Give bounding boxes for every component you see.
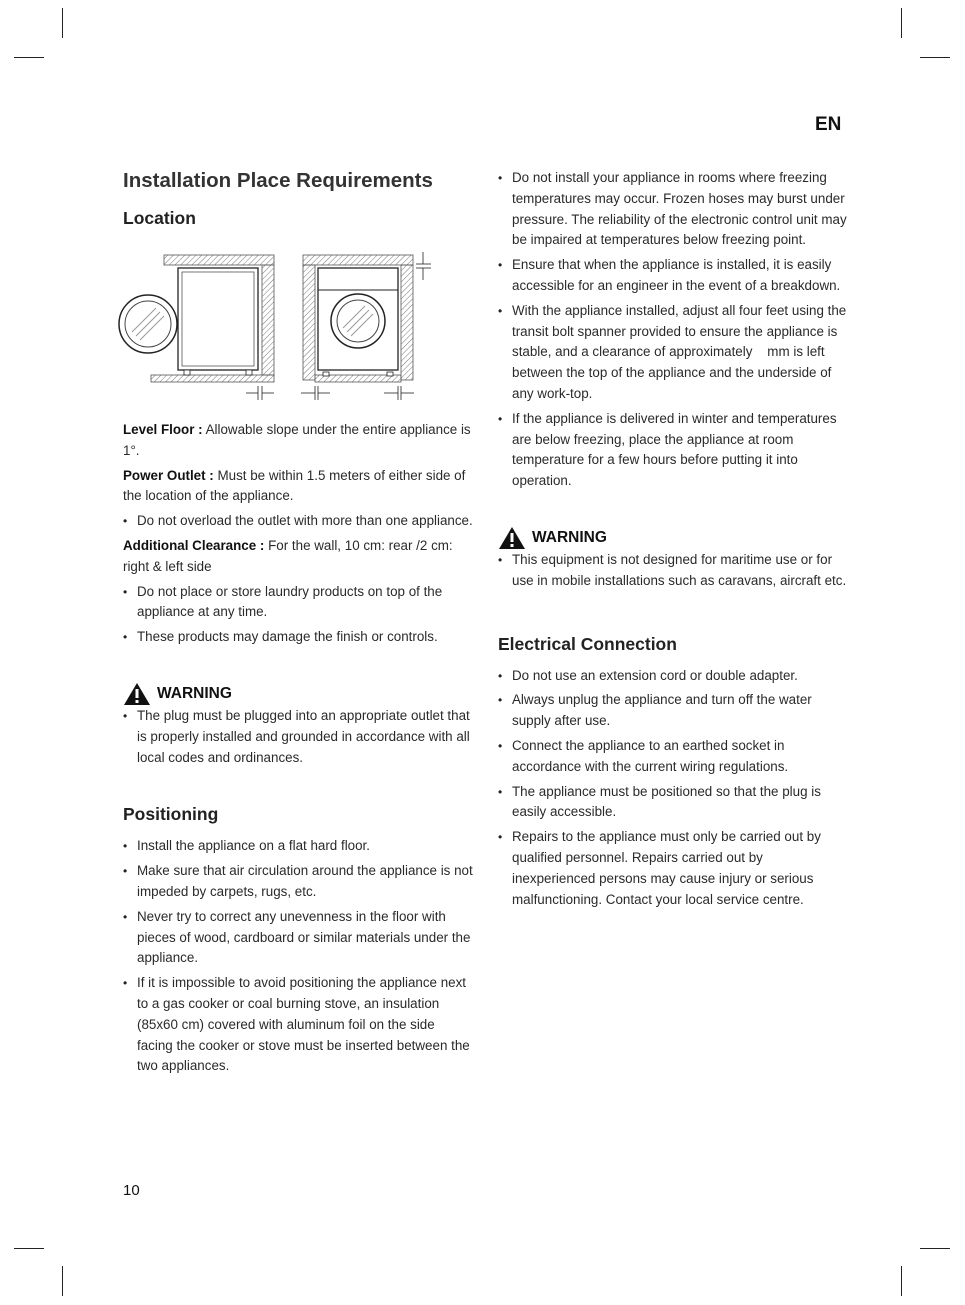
power-outlet-label: Power Outlet : — [123, 467, 214, 483]
location-heading: Location — [123, 208, 196, 228]
additional-clearance-text: For the wall, 10 cm: rear /2 cm: right & left side — [123, 537, 453, 574]
crop-mark — [62, 1266, 63, 1296]
crop-mark — [920, 1248, 950, 1249]
language-code: EN — [815, 114, 842, 135]
list-item: • Never try to correct any unevenness in the floor with pieces of wood, cardboard or similar materials under the appliance. — [123, 907, 473, 969]
warning-list — [123, 706, 473, 768]
right-column — [498, 168, 848, 914]
level-floor-paragraph — [123, 420, 473, 462]
warning-title — [498, 526, 848, 550]
electrical-list — [498, 666, 848, 911]
list-item: • Do not place or store laundry products on top of the appliance at any time. — [123, 582, 473, 624]
positioning-list — [123, 836, 473, 1077]
crop-mark — [62, 8, 63, 38]
positioning-heading: Positioning — [123, 804, 219, 825]
list-item: • Always unplug the appliance and turn off the water supply after use. — [498, 690, 848, 732]
list-item: • These products may damage the finish or controls. — [123, 627, 473, 648]
list-item: • Install the appliance on a flat hard floor. — [123, 836, 473, 857]
crop-mark — [920, 57, 950, 58]
warning-label: WARNING — [532, 528, 607, 546]
list-item: • If it is impossible to avoid positioning the appliance next to a gas cooker or coal burning stove, an insulation (85x60 cm) covered with aluminum foil on the side facing the cooker or stove must be inserted between the two appliances. — [123, 973, 473, 1077]
clearance-bullet-list — [123, 582, 473, 648]
list-item: • Do not use an extension cord or double adapter. — [498, 666, 848, 687]
warning-title — [123, 682, 473, 706]
warning-icon — [123, 682, 151, 706]
crop-mark — [14, 1248, 44, 1249]
list-item: • Do not install your appliance in rooms where freezing temperatures may occur. Frozen hoses may burst under pressure. The reliability of the electronic control unit may be impaired at temperatures below freezing point. — [498, 168, 848, 251]
page-title: Installation Place Requirements — [123, 169, 433, 192]
additional-clearance-paragraph — [123, 536, 473, 578]
page-number: 10 — [123, 1182, 140, 1199]
list-item: • With the appliance installed, adjust all four feet using the transit bolt spanner provided to ensure the appliance is stable, and a clearance of approximately mm is left between the top of the appliance and the underside of any work-top. — [498, 301, 848, 405]
list-item: • Do not overload the outlet with more than one appliance. — [123, 511, 473, 532]
level-floor-label: Level Floor : — [123, 422, 203, 437]
list-item: • Make sure that air circulation around the appliance is not impeded by carpets, rugs, etc. — [123, 861, 473, 903]
warning-list — [498, 550, 848, 592]
crop-mark — [14, 57, 44, 58]
list-item: • The plug must be plugged into an appropriate outlet that is properly installed and grounded in accordance with all local codes and ordinances. — [123, 706, 473, 768]
list-item: • Ensure that when the appliance is installed, it is easily accessible for an engineer in the event of a breakdown. — [498, 255, 848, 297]
list-item: • This equipment is not designed for maritime use or for use in mobile installations such as caravans, aircraft etc. — [498, 550, 848, 592]
additional-clearance-label: Additional Clearance : — [123, 537, 265, 553]
list-item: • Repairs to the appliance must only be carried out by qualified personnel. Repairs carried out by inexperienced persons may cause injury or serious malfunctioning. Contact your local service centre. — [498, 827, 848, 910]
level-floor-text: Allowable slope under the entire appliance is 1°. — [123, 422, 471, 458]
installation-list — [498, 168, 848, 492]
list-item: • If the appliance is delivered in winter and temperatures are below freezing, place the appliance at room temperature for a few hours before putting it into operation. — [498, 409, 848, 492]
warning-icon — [498, 526, 526, 550]
diagram-spacer — [123, 230, 473, 420]
crop-mark — [901, 1266, 902, 1296]
list-item: • The appliance must be positioned so that the plug is easily accessible. — [498, 782, 848, 824]
crop-mark — [901, 8, 902, 38]
power-outlet-paragraph — [123, 466, 473, 508]
warning-label: WARNING — [157, 684, 232, 702]
left-column — [123, 168, 473, 1081]
electrical-heading: Electrical Connection — [498, 633, 677, 654]
power-bullet-list — [123, 511, 473, 532]
list-item: • Connect the appliance to an earthed socket in accordance with the current wiring regulations. — [498, 736, 848, 778]
power-outlet-text: Must be within 1.5 meters of either side of the location of the appliance. — [123, 467, 466, 504]
